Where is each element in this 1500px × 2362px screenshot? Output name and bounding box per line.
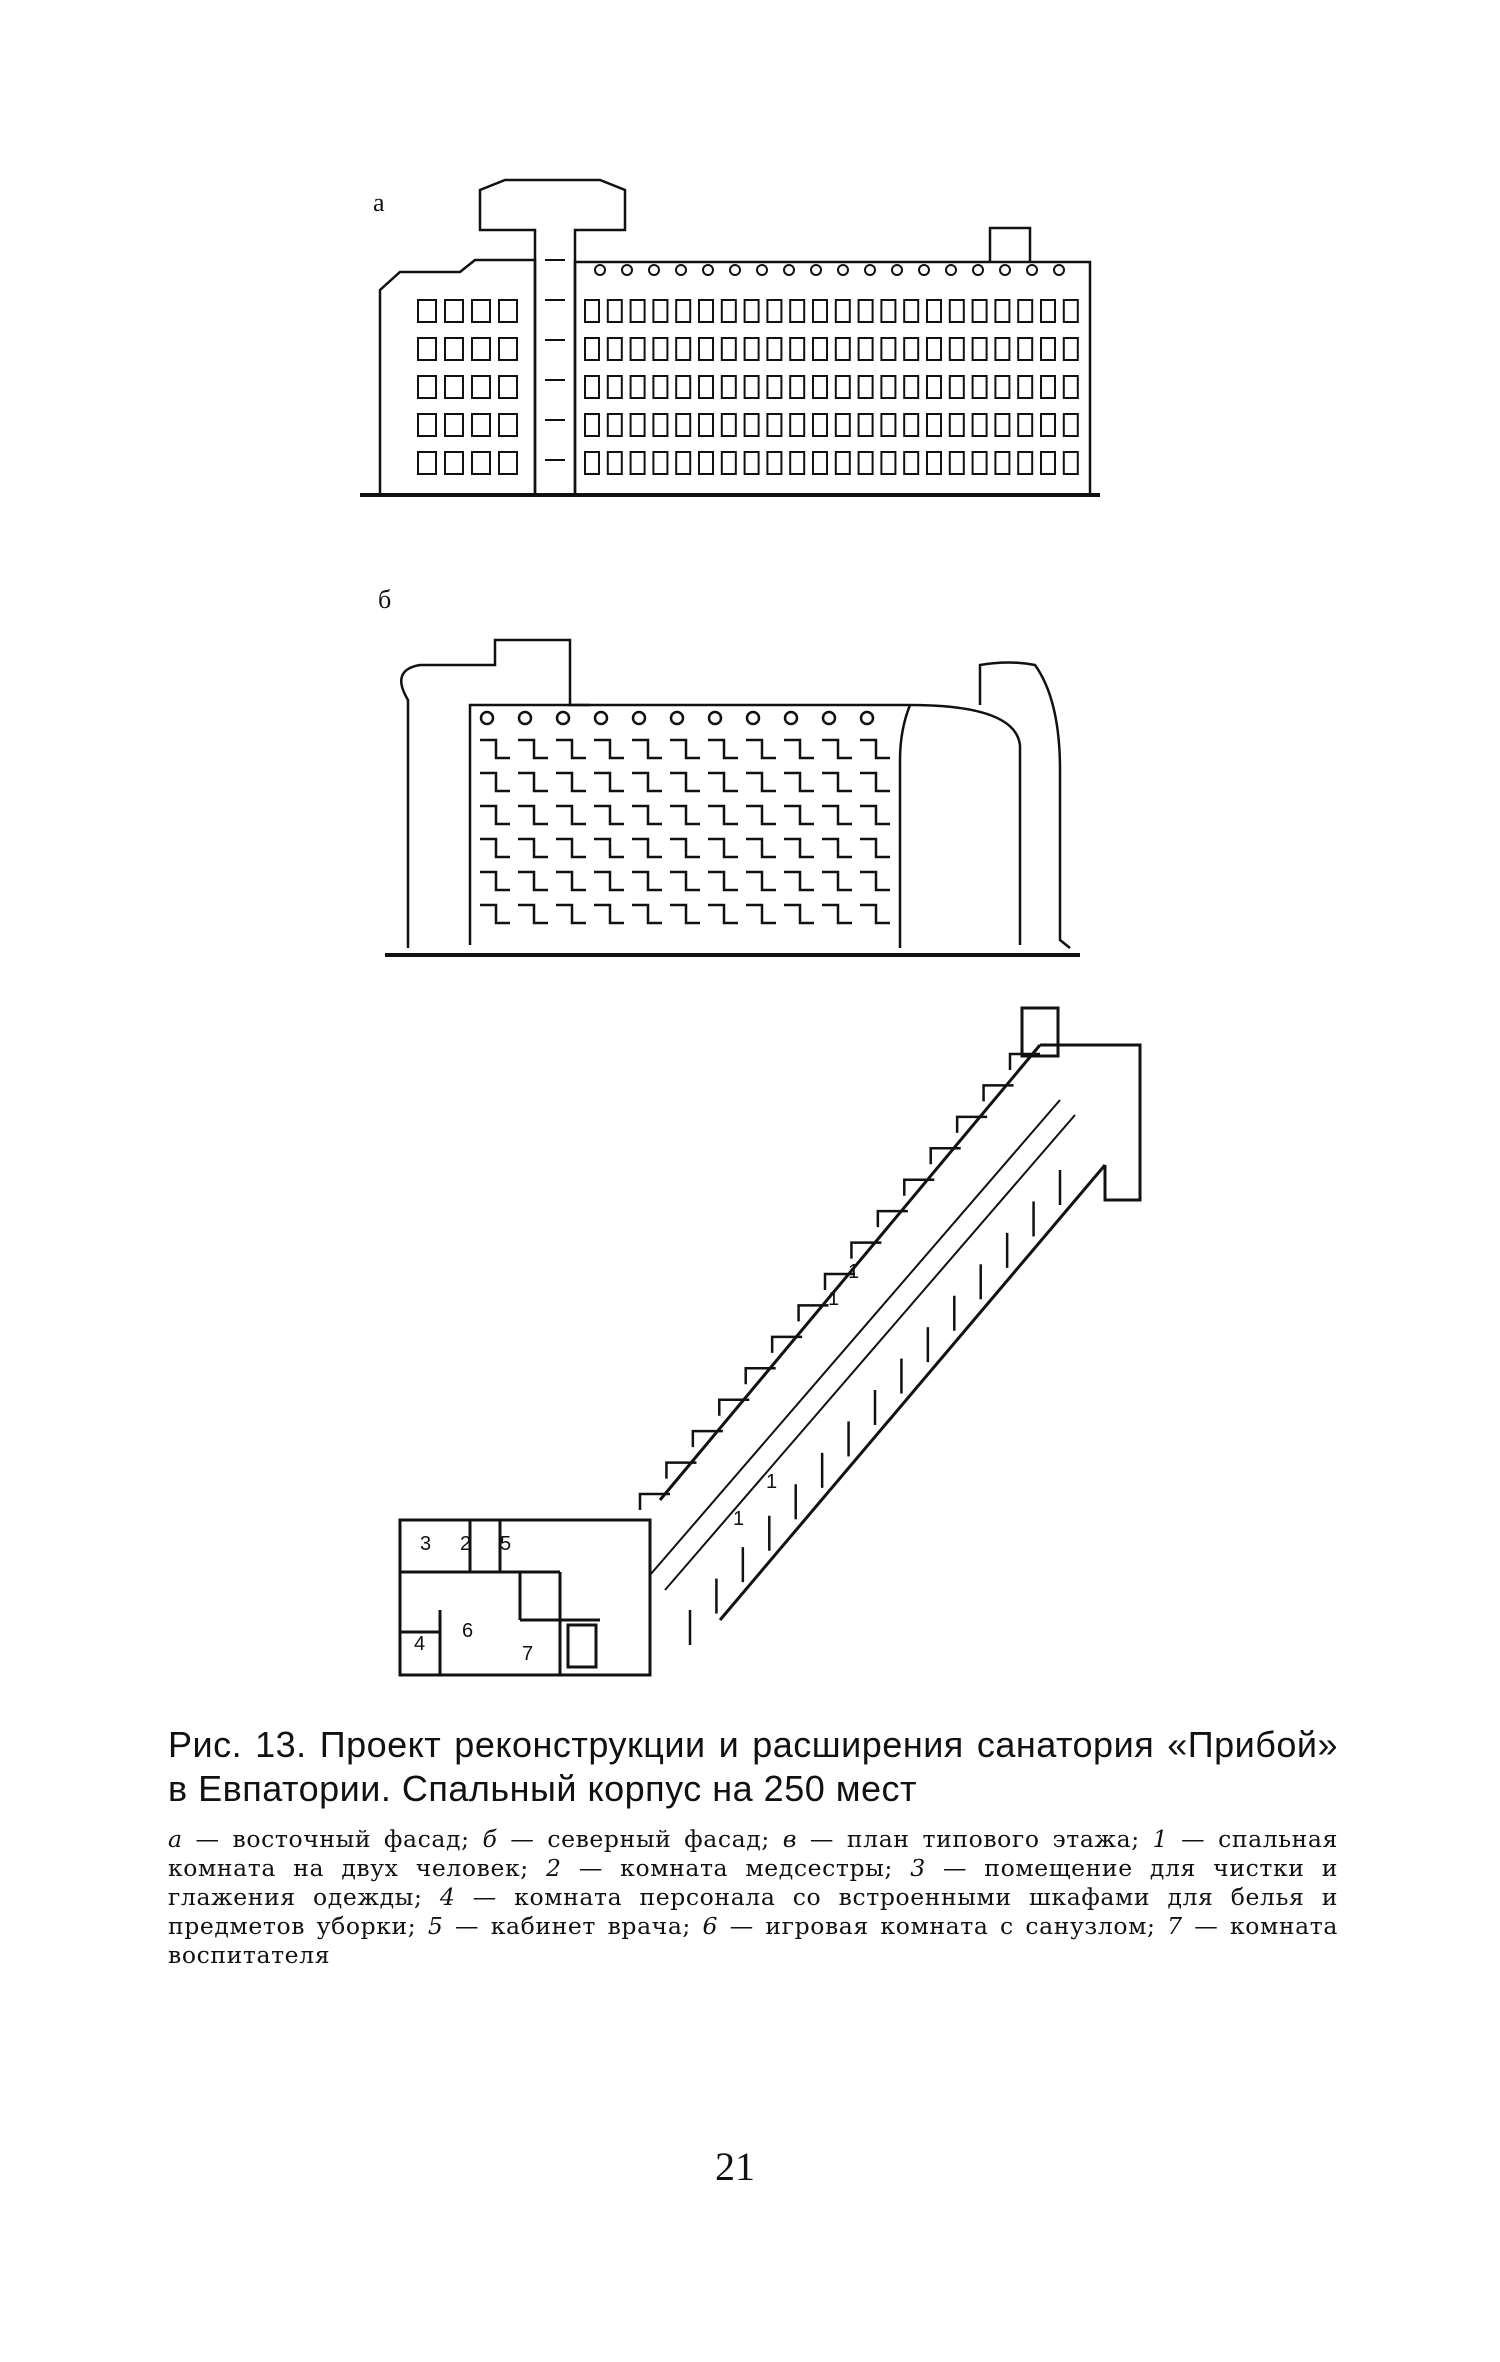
typical-floor-plan-drawing xyxy=(400,1008,1140,1675)
east-facade-drawing xyxy=(360,180,1100,495)
figure-label-b: б xyxy=(378,585,392,614)
figure-label-a: а xyxy=(373,188,385,217)
legend-key: 2 xyxy=(546,1854,562,1882)
legend-key: 5 xyxy=(427,1912,444,1940)
legend-text: — комната персонала со встроенными шкафами для белья и предметов уборки; xyxy=(168,1883,1339,1940)
legend-key: 4 xyxy=(439,1883,456,1911)
legend-text: — комната медсестры; xyxy=(561,1854,911,1882)
plan-room-2: 2 xyxy=(460,1533,472,1555)
legend-text: — комната воспитателя xyxy=(168,1912,1338,1969)
plan-bedroom-partitions xyxy=(640,1054,1060,1645)
legend-key: а xyxy=(168,1825,183,1853)
legend-key: 3 xyxy=(910,1854,926,1882)
north-facade-drawing xyxy=(385,640,1080,955)
figure-legend xyxy=(168,1825,1338,1970)
plan-room-1c: 1 xyxy=(828,1288,840,1310)
legend-key: б xyxy=(482,1825,498,1853)
plan-room-7: 7 xyxy=(522,1643,534,1665)
legend-key: в xyxy=(782,1825,798,1853)
plan-room-5: 5 xyxy=(500,1533,512,1555)
plan-room-4: 4 xyxy=(414,1633,426,1655)
legend-entry xyxy=(783,1825,1153,1853)
legend-text: — кабинет врача; xyxy=(443,1912,703,1940)
plan-room-1b: 1 xyxy=(766,1471,778,1493)
legend-entry xyxy=(428,1912,703,1940)
legend-entry xyxy=(703,1912,1168,1940)
legend-entry xyxy=(546,1854,910,1882)
figure-caption-title: Рис. 13. Проект реконструкции и расширения санатория «Прибой» в Евпатории. Спальный корпус на 250 мест xyxy=(168,1724,1338,1809)
legend-entry xyxy=(483,1825,783,1853)
legend-key: 1 xyxy=(1152,1825,1169,1853)
plan-room-3: 3 xyxy=(420,1533,432,1555)
legend-key: 7 xyxy=(1167,1912,1183,1940)
plan-room-1a: 1 xyxy=(733,1508,745,1530)
page-number: 21 xyxy=(715,2144,755,2189)
legend-entry xyxy=(168,1825,483,1853)
legend-text: — восточный фасад; xyxy=(182,1825,483,1853)
north-facade-balconies xyxy=(480,712,890,923)
plan-room-6: 6 xyxy=(462,1620,474,1642)
plan-room-1d: 1 xyxy=(848,1261,860,1283)
east-facade-windows xyxy=(418,260,1078,474)
legend-text: — помещение для чистки и глажения одежды; xyxy=(168,1854,1338,1911)
legend-text: — спальная комната на двух человек; xyxy=(168,1825,1338,1882)
legend-text: — игровая комната с санузлом; xyxy=(718,1912,1168,1940)
legend-text: — северный фасад; xyxy=(497,1825,783,1853)
legend-key: 6 xyxy=(702,1912,719,1940)
legend-text: — план типового этажа; xyxy=(797,1825,1153,1853)
